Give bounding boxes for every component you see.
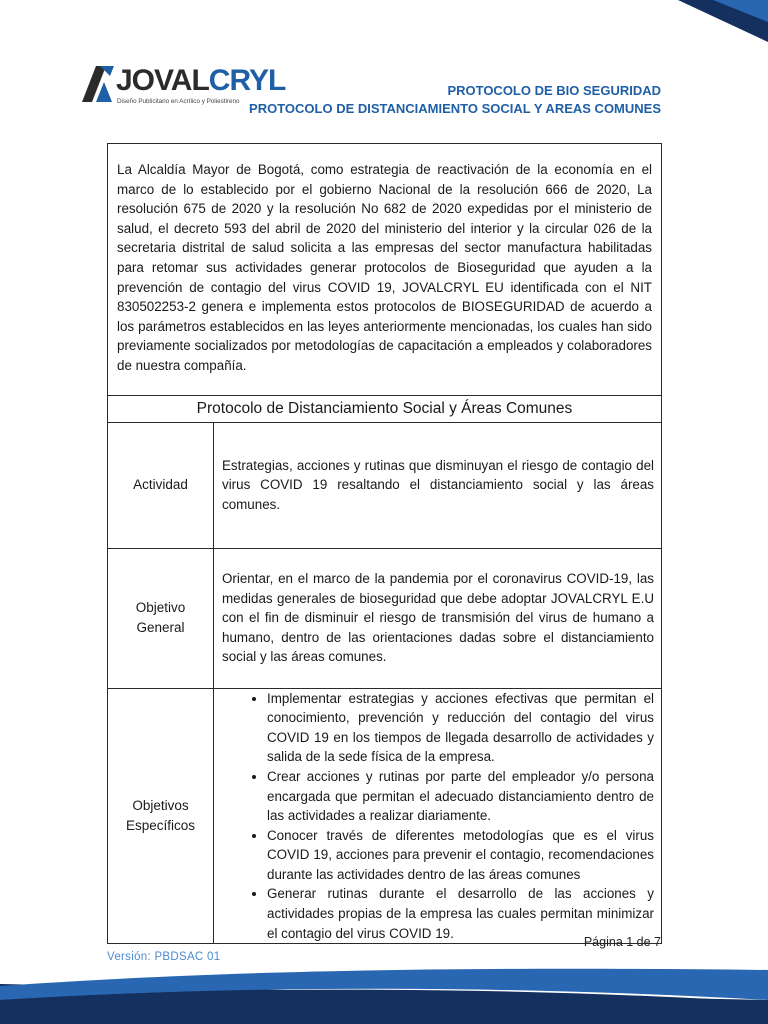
intro-paragraph: La Alcaldía Mayor de Bogotá, como estrategia de reactivación de la economía en el marco de lo establecido por el gobierno Nacional de la resolución 666 de 2020, La resolución 675 de 2020 y la resolución No 682 de 2020 expedidas por el ministerio de salud, el decreto 593 del abril de 2020 del ministerio del interior y la circular 026 de la secretaria distrital de salud solicita a las empresas del sector manufactura habilitadas para retomar sus actividades generar protocolos de Bioseguridad que ayuden a la prevención de contagio del virus COVID 19, JOVALCRYL EU identificada con el NIT 830502253-2 genera e implementa estos protocolos de BIOSEGURIDAD de acuerdo a los parámetros establecidos en las leyes anteriormente mencionadas, los cuales han sido previamente socializados por metodologías de capacitación a empleados y colaboradores de nuestra compañía. [108, 144, 662, 396]
section-title: Protocolo de Distanciamiento Social y Áreas Comunes [108, 395, 662, 422]
list-item: • Generar rutinas durante el desarrollo de las acciones y actividades propias de la empresa las cuales permitan minimizar el contagio del virus COVID 19. [267, 884, 654, 943]
list-item: • Crear acciones y rutinas por parte del empleador y/o persona encargada que permitan el adecuado distanciamiento dentro de las actividades a realizar diariamente. [267, 767, 654, 826]
objectives-list [214, 689, 654, 944]
header-title-line2: PROTOCOLO DE DISTANCIAMIENTO SOCIAL Y AREAS COMUNES [249, 101, 661, 116]
logo-name-part1: JOVAL [116, 64, 209, 97]
label-line: Objetivo [135, 600, 186, 616]
list-item: • Conocer través de diferentes metodologías que es el virus COVID 19, acciones para prevenir el contagio, recomendaciones durante las actividades dentro de las áreas comunes [267, 826, 654, 885]
logo-tagline: Diseño Publicitario en Acrílico y Poliestireno [117, 98, 240, 105]
row-label-objetivo-general [108, 548, 214, 688]
table-row [108, 548, 662, 688]
document-version: Versión: PBDSAC 01 [107, 951, 221, 963]
footer-decoration [0, 966, 768, 1024]
label-line: Objetivos [132, 798, 189, 814]
label-line: Específicos [125, 817, 196, 833]
intro-row [108, 144, 662, 396]
row-label-actividad: Actividad [108, 422, 214, 548]
document-header-title [249, 82, 661, 118]
row-label-objetivos-especificos [108, 688, 214, 944]
page-number: Página 1 de 7 [583, 935, 661, 949]
row-text-objetivo-general: Orientar, en el marco de la pandemia por el coronavirus COVID-19, las medidas generales de bioseguridad que debe adoptar JOVALCRYL E.U con el fin de disminuir el riesgo de transmisión del virus de humano a humano, dentro de las orientaciones dadas sobre el distanciamiento social y las áreas comunes. [214, 548, 662, 688]
row-list-objetivos-especificos [214, 688, 662, 944]
list-item: • Implementar estrategias y acciones efectivas que permitan el conocimiento, prevención y reducción del contagio del virus COVID 19 en los tiempos de llegada desarrollo de actividades y salida de la sede física de la empresa. [267, 689, 654, 767]
table-row [108, 422, 662, 548]
row-text-actividad: Estrategias, acciones y rutinas que disminuyan el riesgo de contagio del virus COVID 19 resaltando el distanciamiento social y las áreas comunes. [214, 422, 662, 548]
company-logo [80, 64, 286, 114]
table-row [108, 688, 662, 944]
corner-decoration [668, 0, 768, 50]
header-title-line1: PROTOCOLO DE BIO SEGURIDAD [447, 83, 661, 98]
logo-name-part2: CRYL [208, 64, 286, 97]
protocol-table [107, 143, 662, 944]
section-title-row [108, 395, 662, 422]
label-line: General [136, 620, 185, 636]
logo-mark-icon [80, 64, 116, 104]
